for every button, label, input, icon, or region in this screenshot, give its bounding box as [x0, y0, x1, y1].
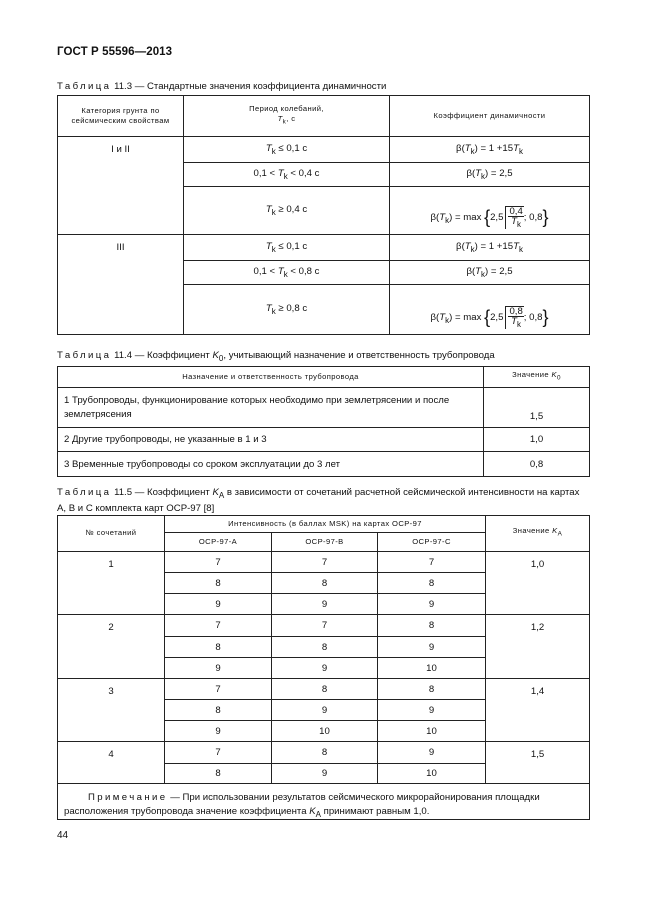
sqrt-symbol: $\frac{0,8}{T_k}$ — [505, 306, 523, 329]
intensity-cell: 8 — [272, 573, 378, 594]
intensity-cell: 8 — [165, 764, 272, 784]
intensity-cell: 7 — [272, 552, 378, 573]
caption-label: Таблица — [57, 81, 112, 92]
beta-cell: $\beta(T_k) = 2,5$ — [390, 261, 590, 285]
intensity-cell: 8 — [272, 742, 378, 764]
table-11-4 — [57, 366, 590, 477]
intensity-cell: 7 — [165, 679, 272, 700]
intensity-cell: 9 — [272, 700, 378, 721]
table-11-5 — [57, 515, 590, 820]
header-map-c: ОСР-97-С — [378, 533, 486, 552]
intensity-cell: 9 — [165, 721, 272, 742]
intensity-cell: 10 — [378, 658, 486, 679]
table-11-3 — [57, 95, 590, 335]
combination-cell: 2 — [58, 615, 165, 679]
table-header-row — [58, 96, 590, 137]
page-number: 44 — [57, 830, 69, 841]
table-header-row — [58, 516, 590, 533]
period-cell: $0,1 < T_k < 0,8$ с — [184, 261, 390, 285]
sqrt-symbol: $\frac{0,4}{T_k}$ — [505, 206, 523, 229]
table-11-5-caption: Таблица 11.5 — Коэффициент $K_A$ в зависимости от сочетаний расчетной сейсмической интенсивности на картах А, В и С комплекта карт ОСР-97 [8] — [57, 487, 580, 514]
intensity-cell: 8 — [165, 573, 272, 594]
table-row — [58, 552, 590, 573]
value-cell: 1,0 — [484, 428, 590, 452]
purpose-cell: 2 Другие трубопроводы, не указанные в 1 и 3 — [58, 428, 484, 452]
period-cell: $0,1 < T_k < 0,4$ с — [184, 163, 390, 187]
soil-category-cell: III — [58, 235, 184, 335]
purpose-cell: 1 Трубопроводы, функционирование которых необходимо при землетрясении и после землетрясения — [58, 388, 484, 428]
header-period-label: Период колебаний, — [249, 103, 324, 113]
intensity-cell: 7 — [272, 615, 378, 637]
value-cell: 1,5 — [484, 388, 590, 428]
intensity-cell: 7 — [165, 742, 272, 764]
note-label: Примечание — [88, 792, 168, 803]
note-text: — При использовании результатов сейсмического микрорайонирования площадки расположения трубопровода значение коэффициента — [64, 792, 540, 817]
intensity-cell: 9 — [272, 658, 378, 679]
ka-value-cell: 1,0 — [486, 552, 590, 615]
period-cell: $T_k \le 0,1$ с — [184, 235, 390, 261]
table-row — [58, 388, 590, 428]
intensity-cell: 7 — [378, 552, 486, 573]
intensity-cell: 9 — [165, 594, 272, 615]
intensity-cell: 9 — [378, 637, 486, 658]
intensity-cell: 9 — [272, 764, 378, 784]
caption-text: 11.3 — Стандартные значения коэффициента динамичности — [114, 81, 387, 92]
table-row — [58, 742, 590, 764]
table-header-row — [58, 367, 590, 388]
table-row — [58, 137, 590, 163]
beta-cell: $\beta(T_k) = 1 +15T_k$ — [390, 235, 590, 261]
header-intensity: Интенсивность (в баллах MSK) на картах ОСР-97 — [165, 516, 486, 533]
period-symbol: T — [277, 114, 283, 124]
header-combination: № сочетаний — [58, 516, 165, 552]
intensity-cell: 8 — [272, 679, 378, 700]
combination-cell: 1 — [58, 552, 165, 615]
period-cell: $T_k \le 0,1$ с — [184, 137, 390, 163]
ka-value-cell: 1,2 — [486, 615, 590, 679]
document-header: ГОСТ Р 55596—2013 — [57, 46, 173, 58]
intensity-cell: 10 — [272, 721, 378, 742]
ka-value-cell: 1,4 — [486, 679, 590, 742]
intensity-cell: 9 — [378, 700, 486, 721]
intensity-cell: 8 — [165, 700, 272, 721]
beta-cell: $\beta(T_k) = 2,5$ — [390, 163, 590, 187]
intensity-cell: 8 — [378, 615, 486, 637]
intensity-cell: 7 — [165, 615, 272, 637]
intensity-cell: 9 — [378, 742, 486, 764]
table-row — [58, 615, 590, 637]
intensity-cell: 10 — [378, 721, 486, 742]
combination-cell: 4 — [58, 742, 165, 784]
intensity-cell: 10 — [378, 764, 486, 784]
header-map-b: ОСР-97-В — [272, 533, 378, 552]
intensity-cell: 8 — [378, 573, 486, 594]
table-row — [58, 452, 590, 477]
value-cell: 0,8 — [484, 452, 590, 477]
header-purpose: Назначение и ответственность трубопровода — [58, 367, 484, 388]
beta-formula-cell: $\beta(T_k) = \max \{2,5$ $\frac{0,4}{T_k}$ ; 0,8} — [390, 187, 590, 235]
period-cell: $T_k \ge 0,4$ с — [184, 187, 390, 235]
table-11-3-caption — [57, 80, 386, 93]
header-k0: Значение $K_0$ — [484, 367, 590, 388]
table-row — [58, 428, 590, 452]
soil-category-cell: I и II — [58, 137, 184, 235]
header-dynamic-coef: Коэффициент динамичности — [390, 96, 590, 137]
header-soil-category: Категория грунта по сейсмическим свойствам — [58, 96, 184, 137]
header-map-a: ОСР-97-А — [165, 533, 272, 552]
period-cell: $T_k \ge 0,8$ с — [184, 285, 390, 335]
intensity-cell: 8 — [272, 637, 378, 658]
beta-formula-cell: $\beta(T_k) = \max \{2,5$ $\frac{0,8}{T_k}$ ; 0,8} — [390, 285, 590, 335]
combination-cell: 3 — [58, 679, 165, 742]
purpose-cell: 3 Временные трубопроводы со сроком эксплуатации до 3 лет — [58, 452, 484, 477]
table-11-5-note: Примечание — При использовании результатов сейсмического микрорайонирования площадки расположения трубопровода значение коэффициента $K_A$ принимают равным 1,0. — [64, 792, 540, 819]
header-period: Период колебаний, $T_k$, с — [184, 96, 390, 137]
table-row — [58, 235, 590, 261]
intensity-cell: 8 — [165, 637, 272, 658]
header-ka: Значение $K_A$ — [486, 516, 590, 552]
intensity-cell: 9 — [272, 594, 378, 615]
ka-value-cell: 1,5 — [486, 742, 590, 784]
intensity-cell: 9 — [378, 594, 486, 615]
table-11-4-caption: Таблица 11.4 — Коэффициент $K_0$, учитывающий назначение и ответственность трубопровода — [57, 350, 495, 363]
intensity-cell: 7 — [165, 552, 272, 573]
intensity-cell: 8 — [378, 679, 486, 700]
beta-cell: $\beta(T_k) = 1 +15T_k$ — [390, 137, 590, 163]
intensity-cell: 9 — [165, 658, 272, 679]
table-row — [58, 679, 590, 700]
